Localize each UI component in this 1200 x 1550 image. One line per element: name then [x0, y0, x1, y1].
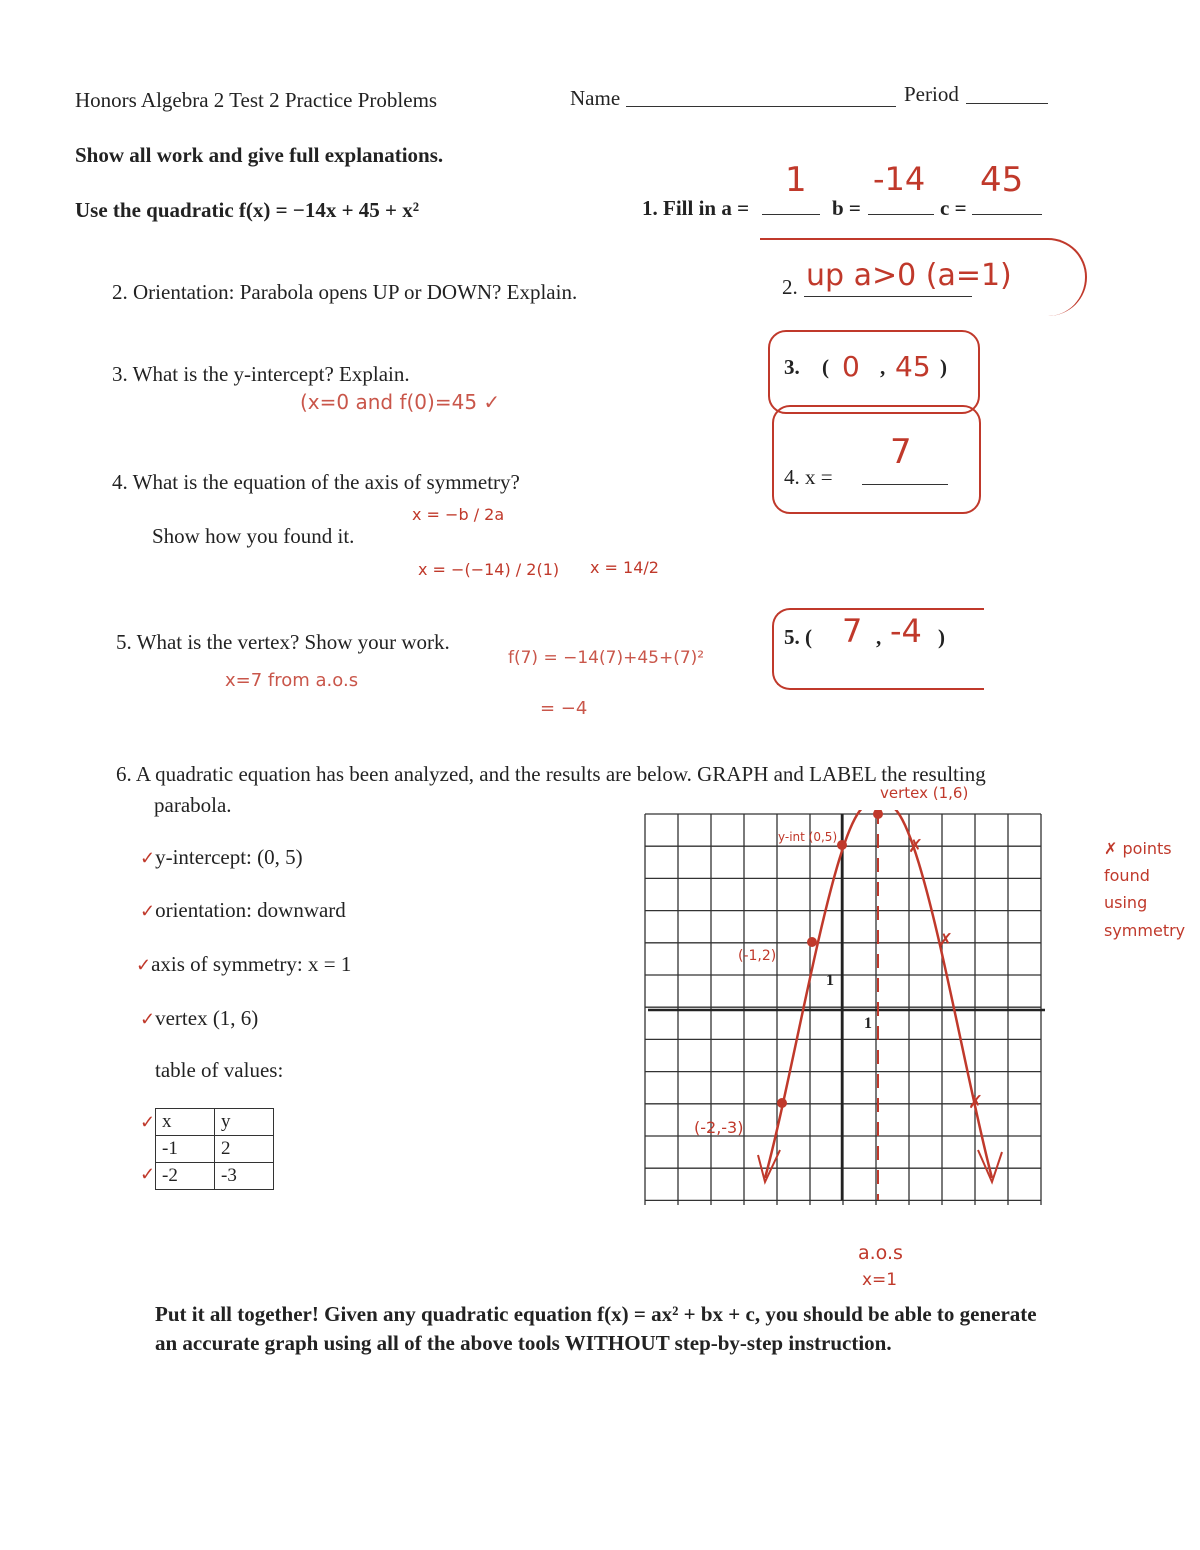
q3-work: (x=0 and f(0)=45 ✓: [300, 390, 501, 414]
q4-answer-box: [772, 405, 981, 514]
check-icon: ✓: [136, 955, 152, 975]
q4-work-3: x = 14/2: [590, 558, 659, 577]
table-of-values: [155, 1108, 274, 1190]
q5-work-3: = −4: [540, 698, 588, 719]
fact-axis: [136, 952, 351, 977]
c-field[interactable]: [972, 214, 1042, 215]
b-label: b =: [832, 196, 861, 220]
worksheet-title: Honors Algebra 2 Test 2 Practice Problems: [75, 88, 438, 112]
q4-subtext: Show how you found it.: [152, 524, 355, 548]
point2-note: (-2,-3): [694, 1118, 744, 1137]
b-answer: -14: [873, 160, 926, 198]
q3-answer-box: [768, 330, 980, 414]
q4-question: 4. What is the equation of the axis of symmetry?: [112, 470, 520, 494]
q2-answer: up a>0 (a=1): [806, 258, 1012, 293]
fact-y-intercept: [140, 845, 303, 870]
q5-answer-x: 7: [842, 612, 863, 650]
quadratic-prompt: Use the quadratic f(x) = −14x + 45 + x²: [75, 198, 420, 222]
coordinate-grid[interactable]: [640, 810, 1052, 1205]
q2-question: 2. Orientation: Parabola opens UP or DOWN? Explain.: [112, 280, 578, 304]
symmetric-point-icon: ✗: [938, 930, 954, 950]
a-field[interactable]: [762, 214, 820, 215]
table-header-x: x: [156, 1109, 215, 1136]
symmetric-point-icon: ✗: [908, 836, 924, 856]
aos-equation-note: x=1: [862, 1270, 898, 1290]
q1-label: 1. Fill in a =: [642, 196, 750, 220]
check-icon: ✓: [140, 848, 156, 868]
vertex-note: vertex (1,6): [880, 784, 969, 802]
fact-orientation: [140, 898, 346, 923]
period-field[interactable]: [966, 103, 1048, 104]
point-neg2-neg3: [777, 1098, 787, 1108]
table-cell: -2: [156, 1163, 215, 1190]
vertex-point: [873, 810, 883, 819]
q2-answer-field[interactable]: [804, 296, 972, 297]
q3-question: 3. What is the y-intercept? Explain.: [112, 362, 410, 386]
name-field[interactable]: [626, 106, 896, 107]
fact-vertex: [140, 1006, 258, 1031]
fact-text: axis of symmetry: x = 1: [151, 952, 352, 976]
check-icon: ✓: [140, 1112, 156, 1132]
q6-question: 6. A quadratic equation has been analyzed, and the results are below. GRAPH and LABEL the resulting: [116, 762, 986, 786]
y-int-note: y-int (0,5): [778, 830, 838, 844]
table-cell: -3: [215, 1163, 274, 1190]
q6-question-cont: parabola.: [154, 793, 232, 817]
q4-work-2: x = −(−14) / 2(1): [418, 560, 560, 579]
period-label: Period: [904, 82, 959, 106]
q5-answer-y: -4: [890, 612, 922, 650]
q4-answer-field[interactable]: [862, 484, 948, 485]
y-intercept-point: [837, 840, 847, 850]
q3-answer-label: 3.: [784, 355, 800, 379]
closing-line-2: an accurate graph using all of the above tools WITHOUT step-by-step instruction.: [155, 1331, 892, 1355]
q3-answer-y: 45: [895, 350, 931, 383]
point1-note: (-1,2): [738, 948, 777, 964]
fact-text: vertex (1, 6): [155, 1006, 259, 1030]
q3-answer-open: (: [822, 355, 829, 379]
table-row: [156, 1136, 274, 1163]
check-icon: ✓: [140, 901, 156, 921]
table-row: [156, 1109, 274, 1136]
q5-work-2: f(7) = −14(7)+45+(7)²: [508, 648, 705, 668]
a-answer: 1: [785, 160, 807, 200]
b-field[interactable]: [868, 214, 934, 215]
table-label: table of values:: [155, 1058, 284, 1082]
tick-label-y: 1: [826, 972, 834, 989]
q2-answer-label: 2.: [782, 275, 798, 299]
q5-question: 5. What is the vertex? Show your work.: [116, 630, 450, 654]
q5-answer-close: ): [938, 625, 945, 649]
table-header-y: y: [215, 1109, 274, 1136]
q3-answer-comma: ,: [880, 355, 886, 379]
instructions: Show all work and give full explanations.: [75, 143, 444, 167]
q4-work-1: x = −b / 2a: [412, 505, 505, 524]
check-icon: ✓: [140, 1164, 156, 1184]
point-neg1-2: [807, 937, 817, 947]
c-label: c =: [940, 196, 967, 220]
tick-label-x: 1: [864, 1015, 872, 1032]
q4-answer-label: 4. x =: [784, 465, 833, 489]
q5-answer-label: 5. (: [784, 625, 812, 649]
q5-answer-comma: ,: [876, 625, 882, 649]
fact-text: orientation: downward: [155, 898, 346, 922]
name-label: Name: [570, 86, 621, 110]
aos-note: a.o.s: [858, 1242, 903, 1264]
table-cell: -1: [156, 1136, 215, 1163]
closing-line-1: Put it all together! Given any quadratic equation f(x) = ax² + bx + c, you should be able to generate: [155, 1302, 1037, 1326]
fact-text: y-intercept: (0, 5): [155, 845, 303, 869]
symmetric-point-icon: ✗: [968, 1092, 984, 1112]
q4-answer: 7: [890, 432, 912, 472]
q5-work-1: x=7 from a.o.s: [225, 670, 359, 691]
symmetry-note: ✗ points found using symmetry: [1104, 839, 1186, 940]
q3-answer-x: 0: [842, 350, 860, 383]
q3-answer-close: ): [940, 355, 947, 379]
table-cell: 2: [215, 1136, 274, 1163]
table-row: [156, 1163, 274, 1190]
check-icon: ✓: [140, 1009, 156, 1029]
c-answer: 45: [980, 160, 1024, 200]
